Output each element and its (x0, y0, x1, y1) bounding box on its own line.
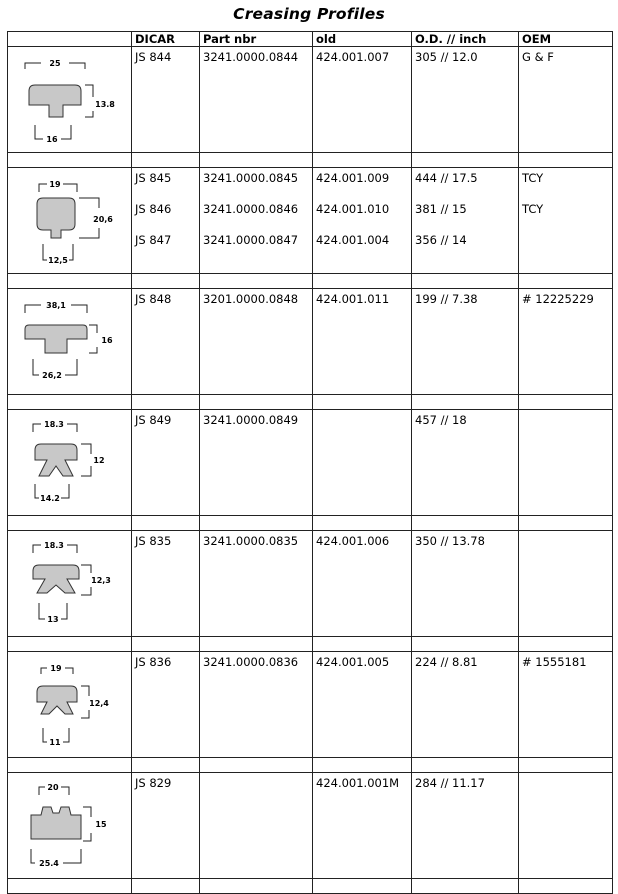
table-header-row (8, 32, 613, 47)
part-nbr-cell (200, 773, 313, 879)
oem-value: TCY (522, 202, 544, 216)
dim-top-label: 18.3 (43, 419, 64, 429)
od-cell: 350 // 13.78 (412, 531, 519, 637)
old-cell (313, 410, 412, 516)
dicar-value: JS 845 (135, 171, 172, 185)
separator-row (8, 274, 613, 289)
part-nbr-value: 3241.0000.0847 (203, 233, 299, 247)
creasing-profiles-table (7, 31, 613, 894)
v-notch-profile-icon (11, 535, 129, 633)
oem-cell (519, 773, 613, 879)
dicar-cell: JS 844 (132, 47, 200, 153)
dim-right-label: 12,4 (88, 698, 109, 708)
dicar-cell: JS 848 (132, 289, 200, 395)
dim-top-label: 38,1 (45, 300, 66, 310)
profile-row (8, 168, 613, 274)
separator-row (8, 395, 613, 410)
od-value: 356 // 14 (415, 233, 467, 247)
oem-cell: # 12225229 (519, 289, 613, 395)
dim-right-label: 12,3 (90, 575, 111, 585)
old-value: 424.001.009 (316, 171, 390, 185)
header-dicar: DICAR (132, 32, 200, 47)
dim-top-label: 19 (49, 663, 62, 673)
part-nbr-cell: 3241.0000.0849 (200, 410, 313, 516)
header-part-nbr: Part nbr (200, 32, 313, 47)
old-cell: 424.001.006 (313, 531, 412, 637)
profile-figure (8, 531, 132, 637)
separator-row (8, 758, 613, 773)
profile-row (8, 652, 613, 758)
dim-bottom-label: 16 (45, 134, 58, 144)
oem-cell (519, 410, 613, 516)
dim-bottom-label: 26,2 (41, 370, 62, 380)
dicar-value: JS 846 (135, 202, 172, 216)
od-cell: 284 // 11.17 (412, 773, 519, 879)
separator-row (8, 153, 613, 168)
profile-figure (8, 410, 132, 516)
oem-cell (519, 531, 613, 637)
dicar-cell (132, 168, 200, 274)
separator-row (8, 516, 613, 531)
dim-top-label: 25 (48, 58, 61, 68)
dicar-value: JS 847 (135, 233, 172, 247)
old-cell: 424.001.005 (313, 652, 412, 758)
header-figure (8, 32, 132, 47)
profile-figure (8, 47, 132, 153)
dicar-cell: JS 829 (132, 773, 200, 879)
separator-row (8, 637, 613, 652)
od-cell: 224 // 8.81 (412, 652, 519, 758)
dim-right-label: 12 (92, 455, 105, 465)
profile-figure (8, 289, 132, 395)
dim-top-label: 18.3 (43, 540, 64, 550)
dicar-cell: JS 849 (132, 410, 200, 516)
od-cell (412, 168, 519, 274)
wide-t-profile-icon (11, 293, 129, 391)
part-nbr-cell: 3241.0000.0836 (200, 652, 313, 758)
header-od: O.D. // inch (412, 32, 519, 47)
dim-top-label: 20 (46, 782, 59, 792)
oem-cell (519, 168, 613, 274)
profile-row (8, 773, 613, 879)
profile-row (8, 289, 613, 395)
profile-row (8, 410, 613, 516)
dim-right-label: 20,6 (92, 214, 113, 224)
header-oem: OEM (519, 32, 613, 47)
part-nbr-cell: 3241.0000.0844 (200, 47, 313, 153)
part-nbr-cell: 3201.0000.0848 (200, 289, 313, 395)
old-cell: 424.001.011 (313, 289, 412, 395)
dim-right-label: 15 (94, 819, 107, 829)
profile-row (8, 47, 613, 153)
dim-right-label: 13.8 (94, 99, 115, 109)
part-nbr-cell: 3241.0000.0835 (200, 531, 313, 637)
od-cell: 199 // 7.38 (412, 289, 519, 395)
old-value: 424.001.010 (316, 202, 390, 216)
dim-bottom-label: 11 (48, 737, 61, 747)
part-nbr-cell (200, 168, 313, 274)
oem-value: TCY (522, 171, 544, 185)
oem-cell: G & F (519, 47, 613, 153)
od-value: 444 // 17.5 (415, 171, 478, 185)
old-cell: 424.001.007 (313, 47, 412, 153)
page-title: Creasing Profiles (233, 5, 385, 23)
oem-value (522, 233, 609, 264)
separator-row (8, 879, 613, 894)
dim-bottom-label: 12,5 (47, 255, 68, 265)
profile-figure (8, 652, 132, 758)
v-notch-profile-icon (11, 656, 129, 754)
dicar-cell: JS 835 (132, 531, 200, 637)
dim-bottom-label: 14.2 (39, 493, 60, 503)
dim-right-label: 16 (100, 335, 113, 345)
notched-top-profile-icon (11, 777, 129, 875)
oem-cell: # 1555181 (519, 652, 613, 758)
v-notch-profile-icon (11, 414, 129, 512)
part-nbr-value: 3241.0000.0846 (203, 202, 299, 216)
od-cell: 305 // 12.0 (412, 47, 519, 153)
rounded-t-profile-icon (11, 172, 129, 270)
old-value: 424.001.004 (316, 233, 390, 247)
profile-figure (8, 773, 132, 879)
old-cell: 424.001.001M (313, 773, 412, 879)
dicar-cell: JS 836 (132, 652, 200, 758)
dim-bottom-label: 13 (46, 614, 59, 624)
old-cell (313, 168, 412, 274)
od-value: 381 // 15 (415, 202, 467, 216)
dim-bottom-label: 25.4 (38, 858, 59, 868)
dim-top-label: 19 (48, 179, 61, 189)
profile-row (8, 531, 613, 637)
od-cell: 457 // 18 (412, 410, 519, 516)
t-profile-icon (11, 51, 129, 149)
part-nbr-value: 3241.0000.0845 (203, 171, 299, 185)
header-old: old (313, 32, 412, 47)
profile-figure (8, 168, 132, 274)
